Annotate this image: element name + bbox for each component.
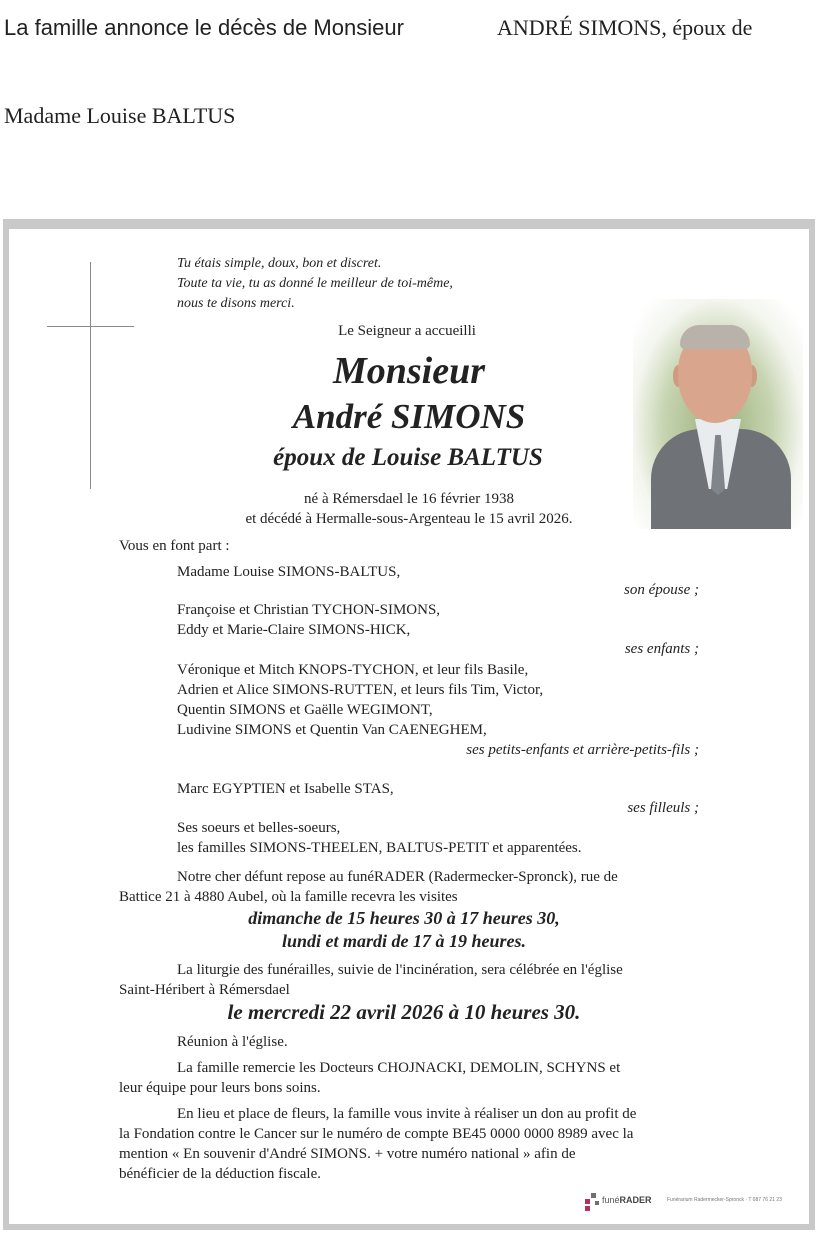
donation-paragraph-line: mention « En souvenir d'André SIMONS. + votre numéro national » afin de [119,1146,576,1162]
funerader-logo [575,1187,800,1213]
family-group-spouse [177,562,400,582]
family-line: Véronique et Mitch KNOPS-TYCHON, et leur fils Basile, [177,662,529,678]
logo-mark-icon [595,1201,599,1205]
family-group-grandchildren [177,660,543,740]
family-line: Françoise et Christian TYCHON-SIMONS, [177,602,441,618]
visit-times: lundi et mardi de 17 à 19 heures. [281,931,527,951]
photo-hair [680,325,750,349]
death-line: et décédé à Hermalle-sous-Argenteau le 15 avril 2026. [245,511,573,527]
announcement-header [0,0,819,215]
poem [177,254,453,314]
relation-label: ses enfants ; [624,641,699,657]
family-line: Ludivine SIMONS et Quentin Van CAENEGHEM, [177,722,487,738]
logo-mark-icon [585,1199,590,1204]
repose-paragraph-line: Battice 21 à 4880 Aubel, où la famille recevra les visites [119,889,458,905]
relation-label: ses petits-enfants et arrière-petits-fils ; [466,742,699,758]
thanks-paragraph-line: La famille remercie les Docteurs CHOJNACKI, DEMOLIN, SCHYNS et [177,1060,621,1076]
liturgy-paragraph-line: Saint-Héribert à Rémersdael [119,982,290,998]
birth-line: né à Rémersdael le 16 février 1938 [304,491,514,507]
liturgy-paragraph-line: La liturgie des funérailles, suivie de l'incinération, sera célébrée en l'église [177,962,623,978]
family-line: Adrien et Alice SIMONS-RUTTEN, et leurs fils Tim, Victor, [177,682,544,698]
family-group-children [177,600,440,640]
poem-line: nous te disons merci. [177,296,295,311]
donation-paragraph-line: bénéficier de la déduction fiscale. [119,1166,321,1182]
deceased-name: André SIMONS [292,397,526,436]
donation-paragraph-line: En lieu et place de fleurs, la famille vous invite à réaliser un don au profit de [177,1106,637,1122]
logo-mark-icon [591,1193,596,1198]
announcement-line-1a: La famille annonce le décès de Monsieur [4,15,404,40]
logo-text: funéRADER [602,1195,652,1205]
obituary-card [9,229,809,1224]
poem-line: Toute ta vie, tu as donné le meilleur de toi-même, [177,276,453,291]
vous-en-font-part: Vous en font part : [119,538,230,554]
family-line: Madame Louise SIMONS-BALTUS, [177,564,401,580]
family-line: Ses soeurs et belles-soeurs, [177,820,341,836]
deceased-photo [633,299,803,529]
family-line: Quentin SIMONS et Gaëlle WEGIMONT, [177,702,433,718]
relation-label: ses filleuls ; [627,800,699,816]
deceased-spouse: époux de Louise BALTUS [273,444,543,471]
relation-label: son épouse ; [624,582,699,598]
family-line: les familles SIMONS-THEELEN, BALTUS-PETIT et apparentées. [177,840,582,856]
announcement-line-1b: ANDRÉ SIMONS, époux de [497,15,753,40]
logo-mark-icon [585,1206,590,1211]
thanks-paragraph-line: leur équipe pour leurs bons soins. [119,1080,321,1096]
family-group-godchildren [177,779,394,799]
repose-paragraph-line: Notre cher défunt repose au funéRADER (Radermecker-Spronck), rue de [177,869,618,885]
family-line: Marc EGYPTIEN et Isabelle STAS, [177,781,394,797]
seigneur-line: Le Seigneur a accueilli [338,323,476,339]
announcement-line-2: Madame Louise BALTUS [4,103,236,128]
logo-subtext: Funérarium Radermecker-Spronck · T 087 76 21 23 [667,1197,782,1203]
reunion-line: Réunion à l'église. [177,1034,288,1050]
poem-line: Tu étais simple, doux, bon et discret. [177,256,382,271]
family-line: Eddy et Marie-Claire SIMONS-HICK, [177,622,411,638]
family-group-siblings [177,818,582,858]
visit-times: dimanche de 15 heures 30 à 17 heures 30, [248,908,560,928]
funeral-date: le mercredi 22 avril 2026 à 10 heures 30. [227,1000,581,1024]
deceased-title: Monsieur [332,350,486,392]
donation-paragraph-line: la Fondation contre le Cancer sur le numéro de compte BE45 0000 0000 8989 avec la [119,1126,634,1142]
